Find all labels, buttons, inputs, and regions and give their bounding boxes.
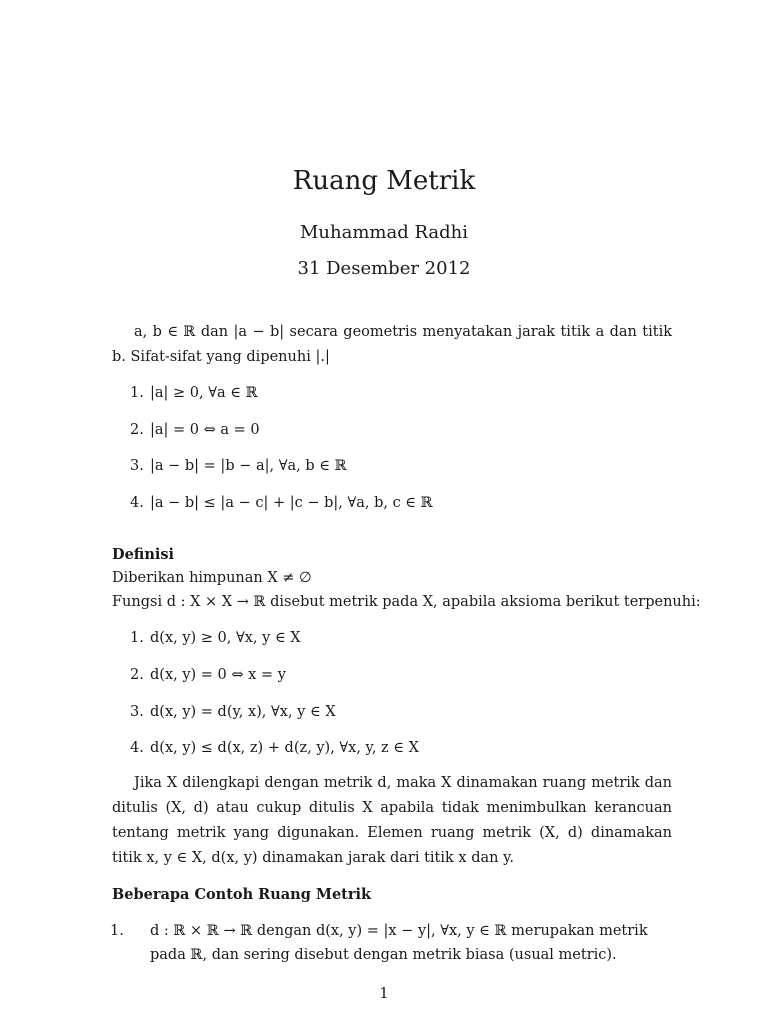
list-number: 1. bbox=[110, 923, 124, 939]
definition-line: Fungsi d : X × X → ℝ disebut metrik pada X, apabila aksioma berikut terpenuhi: bbox=[112, 594, 701, 610]
list-number: 4. bbox=[130, 740, 144, 756]
document-title: Ruang Metrik bbox=[292, 166, 476, 196]
list-text: d(x, y) = d(y, x), ∀x, y ∈ X bbox=[150, 704, 336, 720]
list-text: d(x, y) = 0 ⇔ x = y bbox=[150, 667, 286, 683]
list-text: d(x, y) ≤ d(x, z) + d(z, y), ∀x, y, z ∈ X bbox=[150, 740, 419, 756]
example-item bbox=[110, 919, 675, 967]
list-number: 1. bbox=[130, 385, 144, 401]
document-date: 31 Desember 2012 bbox=[297, 258, 471, 279]
list-number: 2. bbox=[130, 667, 144, 683]
list-text: d(x, y) ≥ 0, ∀x, y ∈ X bbox=[150, 630, 301, 646]
axiom-item bbox=[130, 626, 675, 650]
abs-property-item bbox=[130, 491, 675, 515]
axiom-item bbox=[130, 663, 675, 687]
explanation-paragraph: Jika X dilengkapi dengan metrik d, maka X dinamakan ruang metrik dan ditulis (X, d) atau cukup ditulis X apabila tidak menimbulkan kerancuan tentang metrik yang digunakan. Elemen ruang metrik (X, d) dinamakan titik x, y ∈ X, d(x, y) dinamakan jarak dari titik x dan y. bbox=[112, 775, 672, 866]
axiom-item bbox=[130, 700, 675, 724]
list-text: |a − b| ≤ |a − c| + |c − b|, ∀a, b, c ∈ ℝ bbox=[150, 495, 433, 511]
list-text: |a| ≥ 0, ∀a ∈ ℝ bbox=[150, 385, 258, 401]
list-number: 3. bbox=[130, 458, 144, 474]
abs-property-item bbox=[130, 418, 675, 442]
definition-line: Diberikan himpunan X ≠ ∅ bbox=[112, 570, 312, 586]
list-number: 4. bbox=[130, 495, 144, 511]
document-author: Muhammad Radhi bbox=[299, 222, 469, 243]
examples-heading: Beberapa Contoh Ruang Metrik bbox=[112, 886, 372, 903]
list-text: d : ℝ × ℝ → ℝ dengan d(x, y) = |x − y|, ∀x, y ∈ ℝ merupakan metrik pada ℝ, dan sering disebut dengan metrik biasa (usual metric). bbox=[150, 923, 648, 963]
axiom-item bbox=[130, 736, 675, 760]
intro-paragraph: a, b ∈ ℝ dan |a − b| secara geometris menyatakan jarak titik a dan titik b. Sifat-sifat yang dipenuhi |.| bbox=[112, 324, 672, 365]
list-number: 1. bbox=[130, 630, 144, 646]
abs-property-item bbox=[130, 381, 675, 405]
abs-property-item bbox=[130, 454, 675, 478]
page-number: 1 bbox=[379, 986, 389, 1002]
list-number: 2. bbox=[130, 422, 144, 438]
list-text: |a − b| = |b − a|, ∀a, b ∈ ℝ bbox=[150, 458, 347, 474]
definition-heading: Definisi bbox=[112, 546, 175, 563]
list-number: 3. bbox=[130, 704, 144, 720]
list-text: |a| = 0 ⇔ a = 0 bbox=[150, 422, 260, 438]
